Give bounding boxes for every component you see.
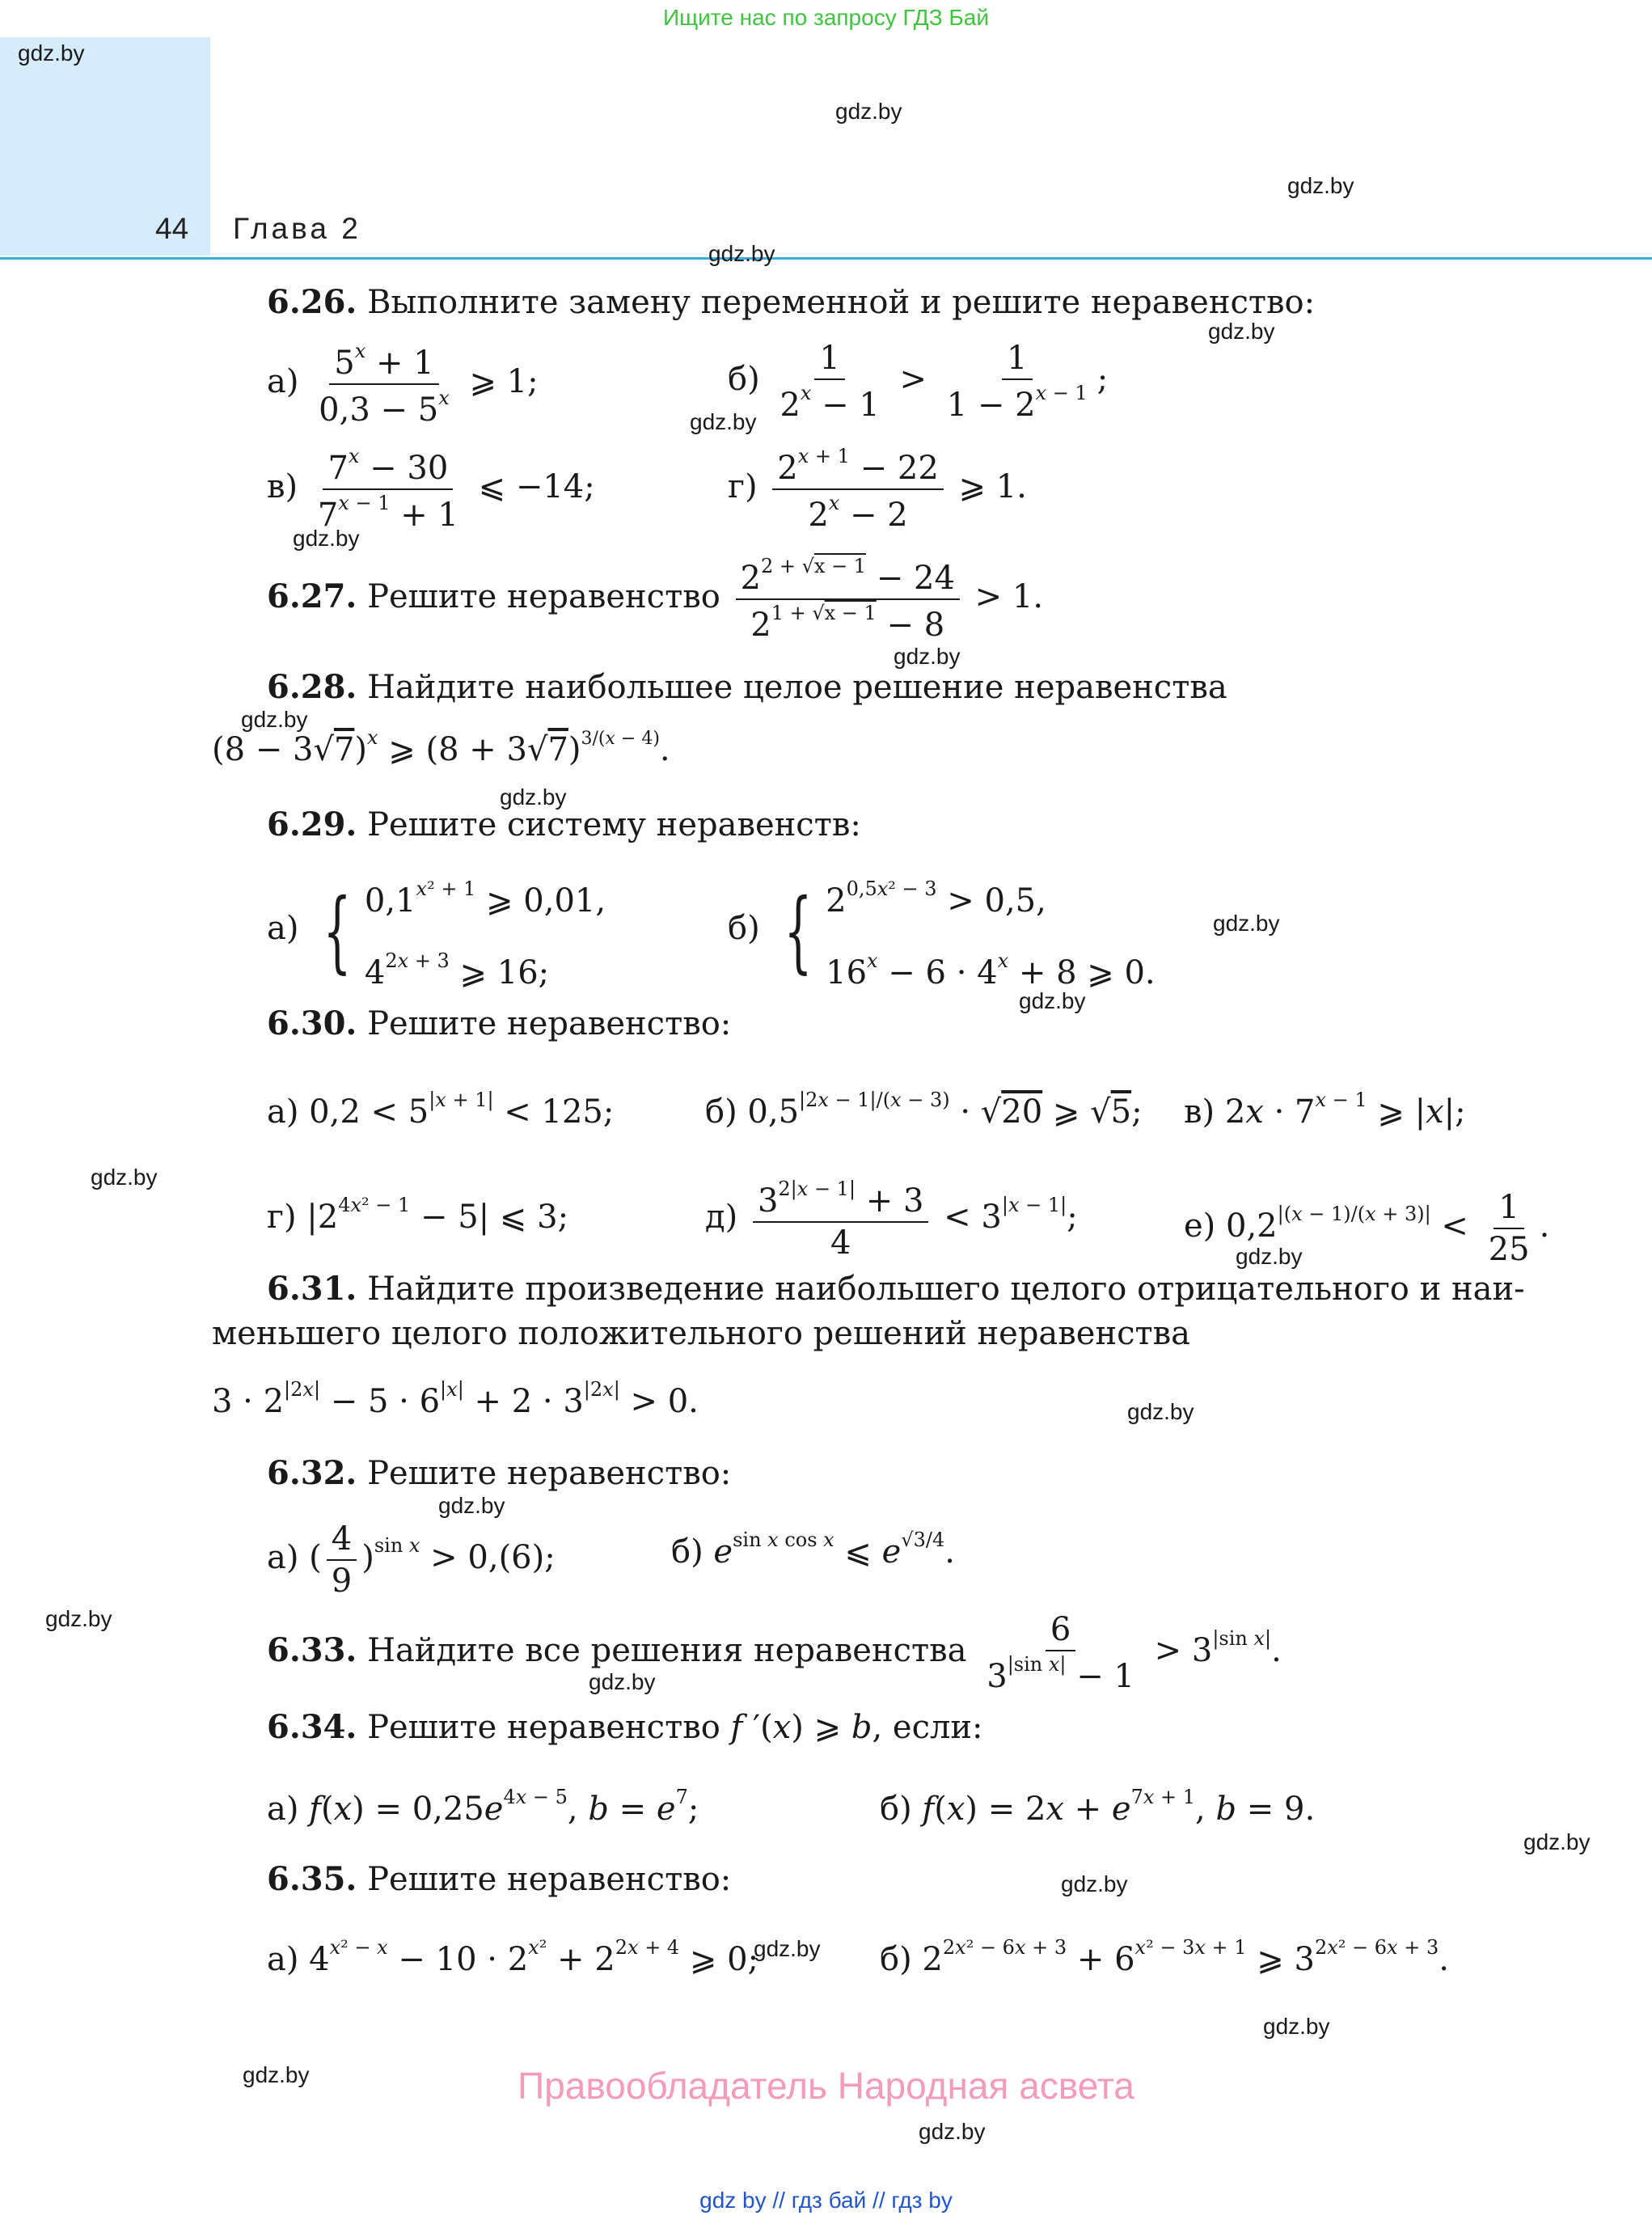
task-6-26-a: а) $\frac{5^x + 1}{0,3 - 5^x}$ ⩾ 1; (267, 340, 539, 429)
task-6-32-b: б) $e^{sin x cos x}$ ⩽ $e^{√3/4}$. (671, 1528, 955, 1571)
watermark: gdz.by (293, 526, 360, 551)
problem-6-28: 6.28. Найдите наибольшее целое решение неравенства (267, 668, 1227, 706)
watermark: gdz.by (1213, 911, 1280, 936)
task-6-30-v: в) $2x \cdot 7^{x - 1}$ ⩾ |x|; (1184, 1089, 1466, 1131)
task-6-34-b: б) $f(x) = 2x + e^{7x + 1}$, b = 9. (880, 1786, 1316, 1828)
watermark: gdz.by (835, 99, 902, 124)
search-banner[interactable]: Ищите нас по запросу ГДЗ Бай (662, 5, 990, 30)
task-6-35-a: а) $4^{x^2 - x} - 10 \cdot 2^{x^2} + 2^{2x + 4}$ ⩾ 0; (267, 1936, 759, 1978)
watermark: gdz.by (1127, 1399, 1194, 1424)
task-6-30-a: а) $0,2 < 5^{|x + 1|} < 125$; (267, 1089, 615, 1131)
problem-6-27: 6.27. Решите неравенство $\frac{2^{2 + √x - 1} - 24}{2^{1 + √x - 1} - 8}$ > 1. (267, 555, 1044, 644)
chapter-title: Глава 2 (233, 212, 361, 245)
watermark: gdz.by (1263, 2014, 1330, 2039)
task-6-34-a: а) $f(x) = 0,25e^{4x - 5}$, $b = e^7$; (267, 1786, 699, 1828)
watermark: gdz.by (919, 2119, 986, 2144)
task-6-29-b: б) { $2^{0,5x^2 - 3} > 0,5$, $16^x - 6 \cdot 4^x + 8$ ⩾ 0. (728, 877, 1156, 991)
problem-6-29: 6.29. Решите систему неравенств: (267, 805, 861, 844)
rights-holder: Правообладатель Народная асвета (518, 2065, 1134, 2107)
watermark: gdz.by (18, 40, 85, 66)
watermark: gdz.by (500, 784, 567, 810)
task-6-32-a: а) ( $\frac{4}{9}$ )$^{sin x}$ > 0,(6); (267, 1520, 556, 1600)
task-6-31: $3 \cdot 2^{|2x|} - 5 \cdot 6^{|x|} + 2 \cdot 3^{|2x|} > 0$. (212, 1378, 699, 1420)
problem-6-35: 6.35. Решите неравенство: (267, 1860, 732, 1898)
problem-6-26: 6.26. Выполните замену переменной и решите неравенство: (267, 283, 1316, 321)
watermark: gdz.by (690, 409, 757, 434)
watermark: gdz.by (1208, 319, 1275, 344)
watermark: gdz.by (894, 644, 961, 669)
task-6-26-b: б) $\frac{1}{2^x - 1}$ > $\frac{1}{1 - 2^{x - 1}}$ ; (728, 340, 1109, 424)
watermark: gdz.by (1061, 1871, 1128, 1896)
watermark: gdz.by (241, 707, 308, 732)
watermark: gdz.by (243, 2062, 310, 2087)
watermark: gdz.by (1236, 1244, 1303, 1269)
watermark: gdz.by (438, 1493, 505, 1518)
watermark: gdz.by (708, 241, 775, 266)
task-6-30-e: е) $0,2^{|(x - 1)/(x + 3)|}$ < $\frac{1}{25}$ . (1184, 1189, 1550, 1268)
watermark: gdz.by (1287, 173, 1354, 198)
footer-links[interactable]: gdz by // гдз бай // гдз by (699, 2188, 953, 2213)
problem-6-30: 6.30. Решите неравенство: (267, 1004, 732, 1042)
task-6-26-g: г) $\frac{2^{x + 1} - 22}{2^x - 2}$ ⩾ 1. (728, 445, 1027, 534)
problem-6-31: 6.31. Найдите произведение наибольшего целого отрицательного и наи- (267, 1270, 1525, 1308)
page-number: 44 (155, 212, 189, 245)
watermark: gdz.by (91, 1165, 158, 1190)
task-6-35-b: б) $2^{2x^2 - 6x + 3} + 6^{x^2 - 3x + 1}$ ⩾ $3^{2x^2 - 6x + 3}$. (880, 1936, 1449, 1978)
watermark: gdz.by (45, 1606, 112, 1631)
task-6-30-b: б) $0,5^{|2x - 1|/(x - 3)} \cdot √20$ ⩾ √5; (705, 1089, 1143, 1131)
watermark: gdz.by (754, 1936, 821, 1961)
problem-6-33: 6.33. Найдите все решения неравенства $\frac{6}{3^{|sin x|} - 1}$ > $3^{|sin x|}$. (267, 1611, 1282, 1695)
task-6-30-d: д) $\frac{3^{2|x - 1|} + 3}{4}$ < $3^{|x - 1|}$; (705, 1178, 1078, 1262)
problem-6-34: 6.34. Решите неравенство f ′(x) ⩾ b, если: (267, 1708, 983, 1746)
header-rule (0, 257, 1652, 260)
task-6-30-g: г) $|2^{4x^2 - 1} - 5|$ ⩽ 3; (267, 1194, 569, 1236)
task-6-29-a: а) { $0,1^{x^2 + 1}$ ⩾ 0,01, $4^{2x + 3}$ ⩾ 16; (267, 877, 606, 991)
task-6-28: $(8 - 3√7)^x$ ⩾ $(8 + 3√7)^{3/(x - 4)}$. (212, 726, 670, 768)
problem-6-31-line2: меньшего целого положительного решений неравенства (212, 1315, 1191, 1352)
problem-6-32: 6.32. Решите неравенство: (267, 1454, 732, 1492)
task-6-26-v: в) $\frac{7^x - 30}{7^{x - 1} + 1}$ ⩽ −14; (267, 445, 595, 534)
watermark: gdz.by (589, 1669, 656, 1694)
watermark: gdz.by (1523, 1829, 1591, 1854)
watermark: gdz.by (1019, 988, 1086, 1013)
